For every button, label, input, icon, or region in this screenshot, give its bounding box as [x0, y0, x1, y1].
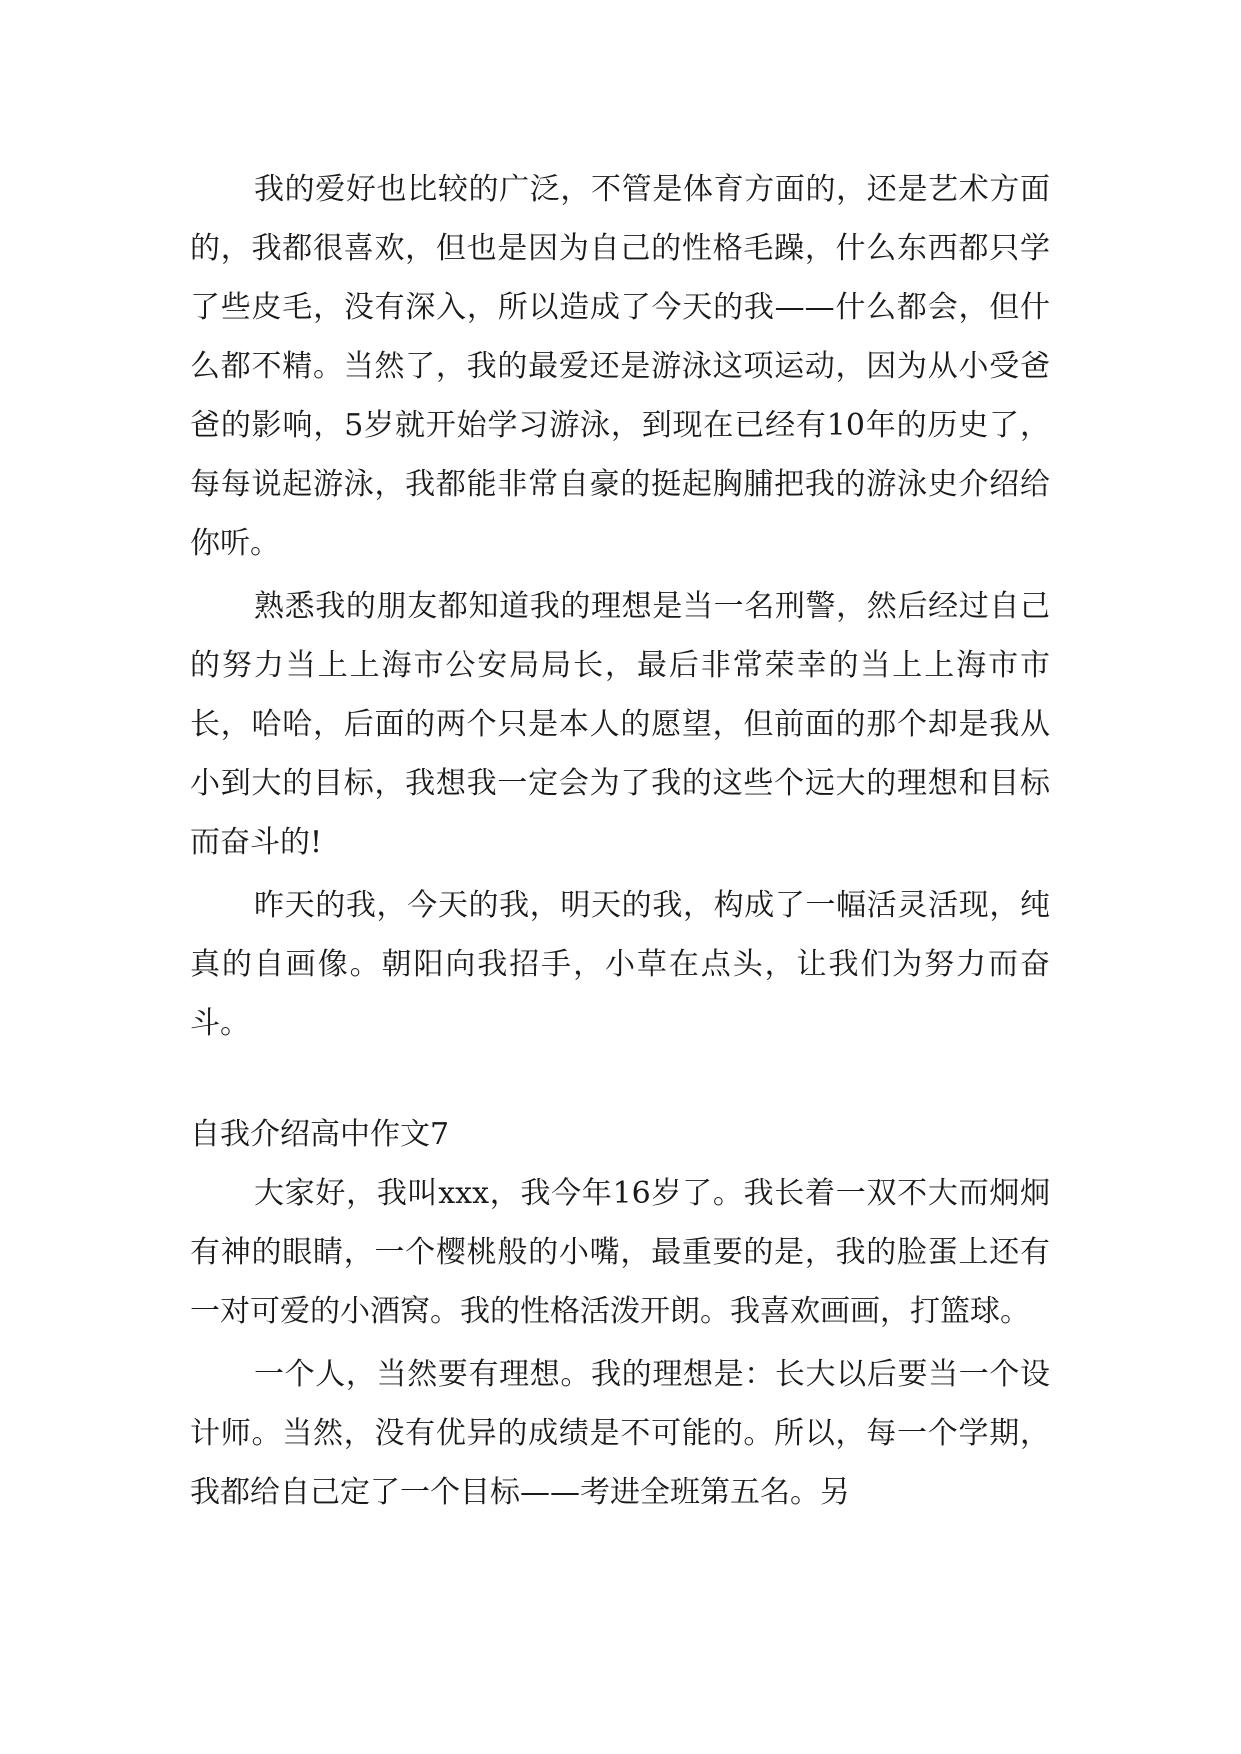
paragraph-ideals: 熟悉我的朋友都知道我的理想是当一名刑警，然后经过自己的努力当上上海市公安局局长，最后非常荣幸的当上上海市市长，哈哈，后面的两个只是本人的愿望，但前面的那个却是我从小到大的目标，我想我一定会为了我的这些个远大的理想和目标而奋斗的! — [190, 589, 1050, 860]
paragraph-introduction: 大家好，我叫xxx，我今年16岁了。我长着一双不大而炯炯有神的眼睛，一个樱桃般的小嘴，最重要的是，我的脸蛋上还有一对可爱的小酒窝。我的性格活泼开朗。我喜欢画画，打篮球。 — [190, 1176, 1050, 1329]
paragraph-conclusion: 昨天的我，今天的我，明天的我，构成了一幅活灵活现，纯真的自画像。朝阳向我招手，小草在点头，让我们为努力而奋斗。 — [190, 888, 1050, 1041]
section-title: 自我介绍高中作文7 — [190, 1117, 450, 1152]
document-body — [190, 160, 1050, 1526]
paragraph-dream: 一个人，当然要有理想。我的理想是：长大以后要当一个设计师。当然，没有优异的成绩是不可能的。所以，每一个学期，我都给自己定了一个目标——考进全班第五名。另 — [190, 1357, 1050, 1510]
paragraph-hobbies: 我的爱好也比较的广泛，不管是体育方面的，还是艺术方面的，我都很喜欢，但也是因为自己的性格毛躁，什么东西都只学了些皮毛，没有深入，所以造成了今天的我——什么都会，但什么都不精。当然了，我的最爱还是游泳这项运动，因为从小受爸爸的影响，5岁就开始学习游泳，到现在已经有10年的历史了，每每说起游泳，我都能非常自豪的挺起胸脯把我的游泳史介绍给你听。 — [190, 172, 1050, 561]
